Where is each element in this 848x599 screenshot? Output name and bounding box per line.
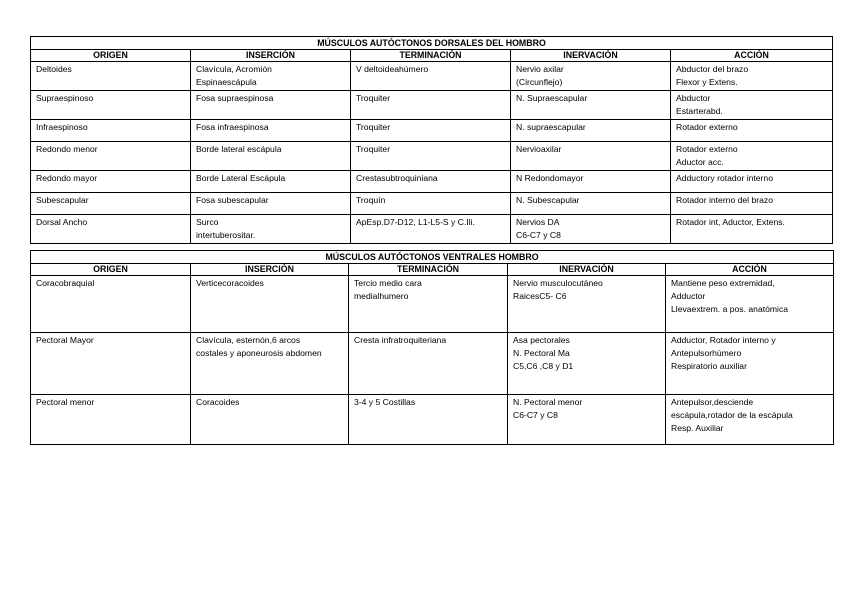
- inervacion-cell: Nervioaxilar: [511, 142, 671, 171]
- table-row: [31, 215, 833, 244]
- insercion-cell: Clavícula, esternón,6 arcos costales y aponeurosis abdomen: [191, 333, 349, 395]
- terminacion-cell: Troquiter: [351, 120, 511, 142]
- header-accion: ACCIÓN: [671, 50, 833, 62]
- insercion-cell: Clavícula, Acromión Espinaescápula: [191, 62, 351, 91]
- terminacion-cell: ApEsp.D7-D12, L1-L5-S y C.Ili.: [351, 215, 511, 244]
- terminacion-cell: Cresta infratroquiteriana: [349, 333, 508, 395]
- accion-cell: Antepulsor,desciende escápula,rotador de la escápula Resp. Auxiliar: [666, 395, 834, 445]
- header-terminacion: TERMINACIÓN: [349, 264, 508, 276]
- insercion-cell: Surco intertuberositar.: [191, 215, 351, 244]
- terminacion-cell: Tercio medio cara medialhumero: [349, 276, 508, 333]
- origen-cell: Dorsal Ancho: [31, 215, 191, 244]
- insercion-cell: Borde Lateral Escápula: [191, 171, 351, 193]
- ventral-muscles-table: [30, 250, 834, 445]
- accion-cell: Mantiene peso extremidad, Adductor Llevaextrem. a pos. anatómica: [666, 276, 834, 333]
- insercion-cell: Fosa subescapular: [191, 193, 351, 215]
- accion-cell: Rotador interno del brazo: [671, 193, 833, 215]
- insercion-cell: Fosa infraespinosa: [191, 120, 351, 142]
- table-row: [31, 395, 834, 445]
- header-origen: ORIGEN: [31, 50, 191, 62]
- origen-cell: Coracobraquial: [31, 276, 191, 333]
- origen-cell: Infraespinoso: [31, 120, 191, 142]
- dorsal-table-body: [31, 62, 833, 244]
- accion-cell: Adductor, Rotador interno y Antepulsorhúmero Respiratorio auxiliar: [666, 333, 834, 395]
- inervacion-cell: Asa pectorales N. Pectoral Ma C5,C6 ,C8 y D1: [508, 333, 666, 395]
- insercion-cell: Verticecoracoides: [191, 276, 349, 333]
- accion-cell: Rotador externo: [671, 120, 833, 142]
- accion-cell: Rotador externo Aductor acc.: [671, 142, 833, 171]
- ventral-table-body: [31, 276, 834, 445]
- accion-cell: Adductory rotador interno: [671, 171, 833, 193]
- origen-cell: Pectoral Mayor: [31, 333, 191, 395]
- dorsal-muscles-table: [30, 36, 833, 244]
- terminacion-cell: 3-4 y 5 Costillas: [349, 395, 508, 445]
- inervacion-cell: Nervio axilar (Circunflejo): [511, 62, 671, 91]
- terminacion-cell: Troquiter: [351, 91, 511, 120]
- origen-cell: Supraespinoso: [31, 91, 191, 120]
- table-row: [31, 142, 833, 171]
- insercion-cell: Coracoides: [191, 395, 349, 445]
- header-terminacion: TERMINACIÓN: [351, 50, 511, 62]
- header-inervacion: INERVACIÓN: [511, 50, 671, 62]
- table-row: [31, 193, 833, 215]
- terminacion-cell: Troquín: [351, 193, 511, 215]
- table-row: [31, 120, 833, 142]
- origen-cell: Redondo mayor: [31, 171, 191, 193]
- header-insercion: INSERCIÓN: [191, 264, 349, 276]
- table-row: [31, 62, 833, 91]
- header-inervacion: INERVACIÓN: [508, 264, 666, 276]
- accion-cell: Abductor Estarterabd.: [671, 91, 833, 120]
- accion-cell: Rotador int, Aductor, Extens.: [671, 215, 833, 244]
- inervacion-cell: N. Pectoral menor C6-C7 y C8: [508, 395, 666, 445]
- table-row: [31, 171, 833, 193]
- origen-cell: Pectoral menor: [31, 395, 191, 445]
- inervacion-cell: Nervio musculocutáneo RaicesC5- C6: [508, 276, 666, 333]
- inervacion-cell: N. Supraescapular: [511, 91, 671, 120]
- header-accion: ACCIÓN: [666, 264, 834, 276]
- ventral-table-title: MÚSCULOS AUTÓCTONOS VENTRALES HOMBRO: [31, 251, 834, 264]
- origen-cell: Deltoides: [31, 62, 191, 91]
- insercion-cell: Fosa supraespinosa: [191, 91, 351, 120]
- table-row: [31, 276, 834, 333]
- origen-cell: Redondo menor: [31, 142, 191, 171]
- origen-cell: Subescapular: [31, 193, 191, 215]
- inervacion-cell: N. supraescapular: [511, 120, 671, 142]
- dorsal-header-row: [31, 50, 833, 62]
- terminacion-cell: V deltoideahúmero: [351, 62, 511, 91]
- inervacion-cell: N Redondomayor: [511, 171, 671, 193]
- table-row: [31, 91, 833, 120]
- header-origen: ORIGEN: [31, 264, 191, 276]
- dorsal-table-title: MÚSCULOS AUTÓCTONOS DORSALES DEL HOMBRO: [31, 37, 833, 50]
- insercion-cell: Borde lateral escápula: [191, 142, 351, 171]
- inervacion-cell: N. Subescapular: [511, 193, 671, 215]
- header-insercion: INSERCIÓN: [191, 50, 351, 62]
- table-row: [31, 333, 834, 395]
- ventral-header-row: [31, 264, 834, 276]
- inervacion-cell: Nervios DA C6-C7 y C8: [511, 215, 671, 244]
- terminacion-cell: Crestasubtroquiniana: [351, 171, 511, 193]
- terminacion-cell: Troquiter: [351, 142, 511, 171]
- accion-cell: Abductor del brazo Flexor y Extens.: [671, 62, 833, 91]
